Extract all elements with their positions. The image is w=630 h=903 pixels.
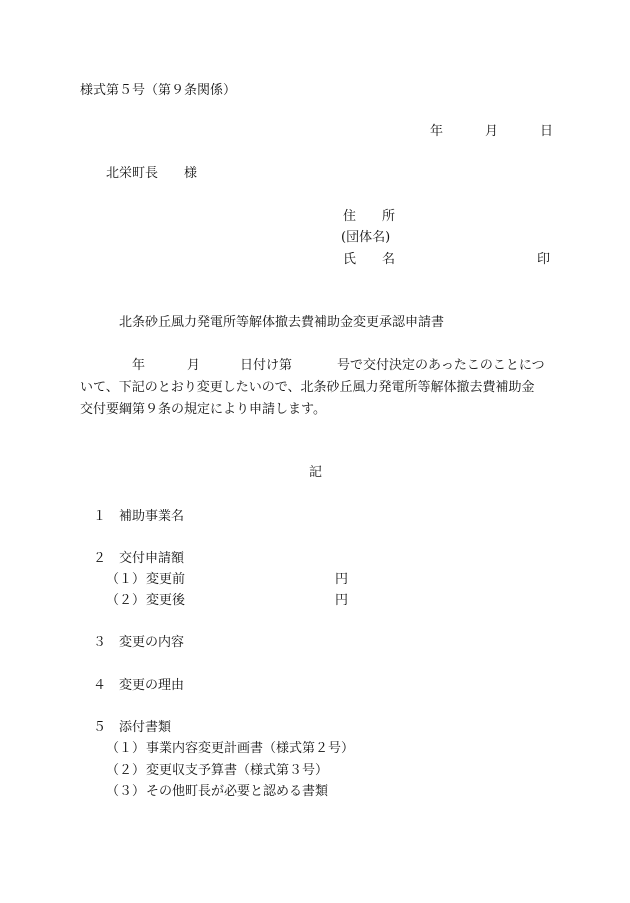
item-1-label: 補助事業名 [119,509,185,524]
item-2-before-unit: 円 [335,572,349,587]
item-5-sub-1-number: （１） [106,741,146,756]
item-2-before-label: 変更前 [146,572,186,587]
item-5-sub-3-label: その他町長が必要と認める書類 [146,784,329,799]
item-5-label: 添付書類 [119,720,172,735]
document-title: 北条砂丘風力発電所等解体撤去費補助金変更承認申請書 [119,315,445,330]
item-2-after-label: 変更後 [146,593,186,608]
ki-heading: 記 [309,465,323,480]
body-month: 月 [187,358,201,373]
body-date-number: 日付け第 [240,358,293,373]
item-3-number: ３ [93,635,107,650]
date-day: 日 [540,124,554,139]
item-4-label: 変更の理由 [119,678,185,693]
applicant-organization-label: (団体名) [341,230,391,245]
item-4-number: ４ [93,678,107,693]
item-2-after-number: （２） [106,593,146,608]
item-1-number: １ [93,509,107,524]
applicant-address-label: 住 所 [343,209,396,224]
date-month: 月 [485,124,499,139]
item-3-label: 変更の内容 [119,635,185,650]
item-2-number: ２ [93,551,107,566]
seal-mark: 印 [537,252,551,267]
item-5-sub-3-number: （３） [106,784,146,799]
body-year: 年 [132,358,146,373]
body-line3: 交付要綱第９条の規定により申請します。 [80,402,326,417]
item-2-before-number: （１） [106,572,146,587]
item-2-after-unit: 円 [335,593,349,608]
item-5-sub-2-number: （２） [106,763,146,778]
body-line2: いて、下記のとおり変更したいので、北条砂丘風力発電所等解体撤去費補助金 [80,380,535,395]
item-5-number: ５ [93,720,107,735]
form-label: 様式第５号（第９条関係） [80,83,237,98]
item-2-label: 交付申請額 [119,551,185,566]
item-5-sub-2-label: 変更収支予算書（様式第３号） [146,763,329,778]
body-line1-rest: 号で交付決定のあったこのことにつ [337,358,545,373]
item-5-sub-1-label: 事業内容変更計画書（様式第２号） [146,741,355,756]
addressee: 北栄町長 様 [106,166,198,181]
applicant-name-label: 氏 名 [343,252,396,267]
date-year: 年 [430,124,444,139]
